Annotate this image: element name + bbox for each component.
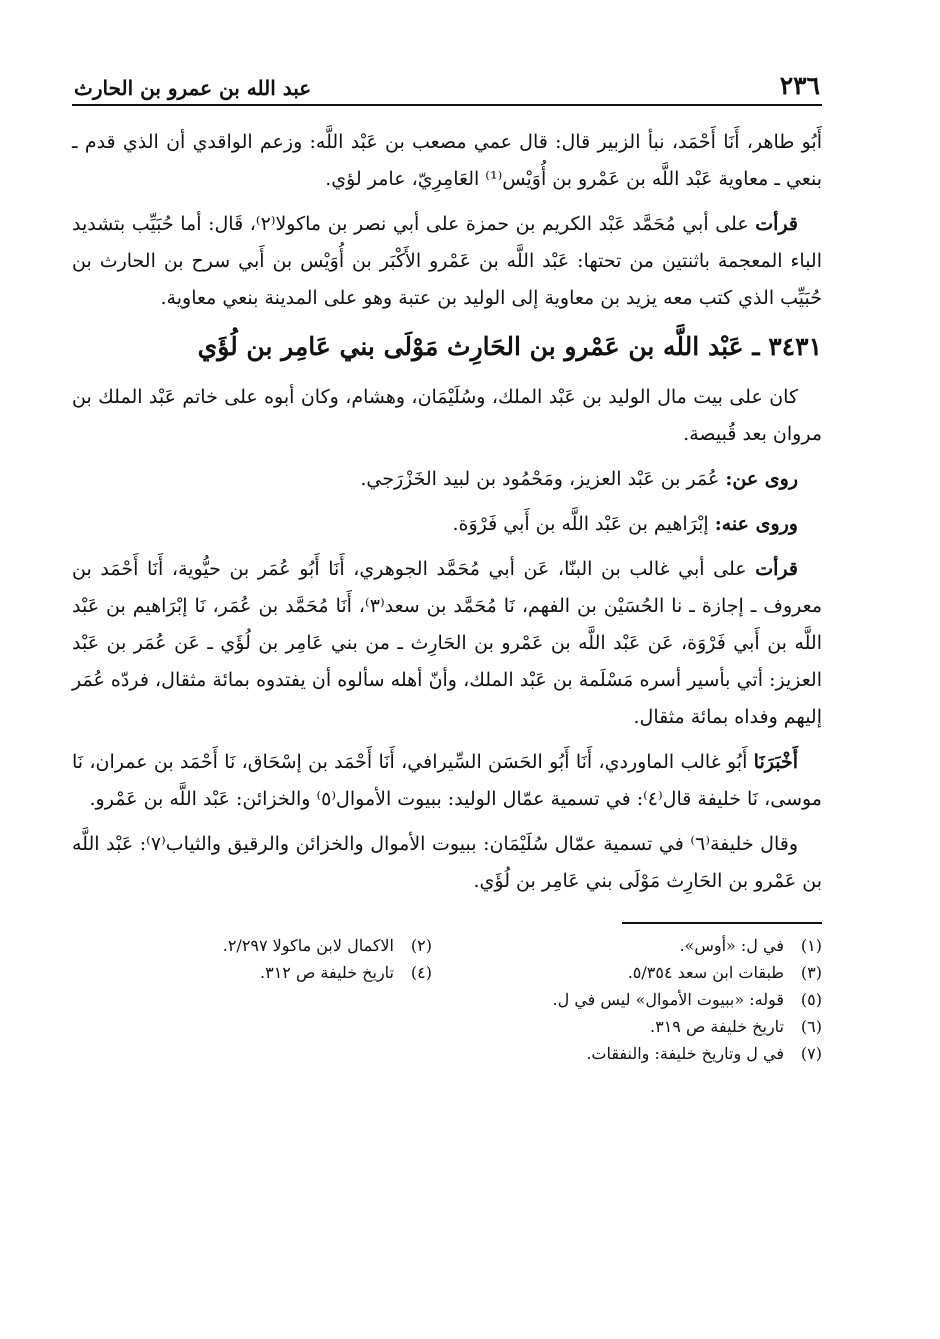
- footnote-number: (٣): [800, 963, 822, 982]
- lead-word: وروى عنه:: [714, 513, 798, 535]
- paragraph-text: على أبي مُحَمَّد عَبْد الكريم بن حمزة على أبي نصر بن ماكولا⁽٢⁾، قَال: أما حُبَيِّب بتشديد الباء المعجمة باثنتين من تحتها: عَبْد اللَّه بن عَمْرو الأَكْبَر بن أُوَيْس بن أَبي سرح بن الحارث بن حُبَيِّب الذي كتب معه يزيد بن معاوية إلى الوليد بن عتبة وهو على المدينة بنعي معاوية.: [72, 213, 822, 309]
- paragraph-text: إبْرَاهيم بن عَبْد اللَّه بن أَبي فَرْوَة.: [452, 513, 715, 535]
- footnote-text: في ل وتاريخ خليفة: والنفقات.: [586, 1044, 784, 1063]
- footnote-4: [72, 959, 432, 986]
- footnote-1: [462, 932, 822, 959]
- entry-intro: كان على بيت مال الوليد بن عَبْد الملك، وسُلَيْمَان، وهشام، وكان أبوه على خاتم عَبْد الملك بن مروان بعد قُبيصة.: [72, 386, 822, 445]
- footnote-text: قوله: «ببيوت الأموال» ليس في ل.: [552, 990, 784, 1009]
- footnote-7: [462, 1040, 822, 1067]
- lead-word: قرأت: [755, 558, 798, 580]
- rawa-anhu: [72, 506, 822, 543]
- footnote-text: تاريخ خليفة ص ٣١٢.: [260, 963, 394, 982]
- paragraph-2: [72, 206, 822, 317]
- footnote-number: (٦): [800, 1017, 822, 1036]
- footnote-number: (١): [800, 936, 822, 955]
- entry-heading: ٣٤٣١ ـ عَبْد اللَّه بن عَمْرو بن الحَارِث مَوْلَى بني عَامِر بن لُؤَي: [197, 332, 822, 361]
- paragraph-text: عُمَر بن عَبْد العزيز، ومَحْمُود بن لبيد الخَزْرَجي.: [360, 468, 726, 490]
- page-header: [72, 60, 822, 106]
- footnote-text: في ل: «أوس».: [679, 936, 784, 955]
- footnotes: [72, 932, 822, 1067]
- paragraph-4: [72, 744, 822, 818]
- footnote-text: تاريخ خليفة ص ٣١٩.: [650, 1017, 784, 1036]
- lead-word: أَخْبَرَنَا: [753, 751, 798, 773]
- footnote-number: (٢): [410, 936, 432, 955]
- paragraph-text: على أبي غالب بن البنّا، عَن أبي مُحَمَّد الجوهري، أَنَا أَبُو عُمَر بن حيُّوية، أَنَا أَحْمَد بن معروف ـ إجازة ـ نا الحُسَيْن بن الفهم، نَا مُحَمَّد بن سعد⁽٣⁾، أَنَا مُحَمَّد بن عُمَر، نَا إبْرَاهيم بن عَبْد اللَّه بن أَبي فَرْوَة، عَن عَبْد اللَّه بن عَمْرو بن الحَارِث ـ من بني عَامِر بن لُؤَي ـ عَن عُمَر بن عَبْد العزيز: أتي بأسير أسره مَسْلَمة بن عَبْد الملك، وأنّ أهله سألوه أن يفتدوه بمائة مثقال، فردّه عُمَر إليهم وفداه بمائة مثقال.: [72, 558, 822, 728]
- paragraph-5: وقال خليفة⁽٦⁾ في تسمية عمّال سُلَيْمَان: ببيوت الأموال والخزائن والرقيق والثياب⁽٧⁾: عَبْد اللَّه بن عَمْرو بن الحَارِث مَوْلَى بني عَامِر بن لُؤَي.: [72, 833, 822, 892]
- rawa-an: [72, 461, 822, 498]
- lead-word: روى عن:: [725, 468, 798, 490]
- footnote-6: [462, 1013, 822, 1040]
- main-text: [72, 124, 822, 900]
- footnote-text: طبقات ابن سعد ٥/٣٥٤.: [627, 963, 784, 982]
- footnote-5: [462, 986, 822, 1013]
- footnote-number: (٧): [800, 1044, 822, 1063]
- footnote-3: [462, 959, 822, 986]
- paragraph-3: [72, 551, 822, 736]
- footnote-2: [72, 932, 432, 959]
- running-title: عبد الله بن عمرو بن الحارث: [74, 76, 312, 100]
- paragraph-1: أَبُو طاهر، أَنَا أَحْمَد، نبأ الزبير قال: قال عمي مصعب بن عَبْد اللَّه: وزعم الواقدي أن الذي قدم ـ بنعي ـ معاوية عَبْد اللَّه بن عَمْرو بن أُوَيْس⁽¹⁾ العَامِرِيّ، عامر لؤي.: [72, 131, 822, 190]
- footnote-number: (٤): [410, 963, 432, 982]
- footnote-number: (٥): [800, 990, 822, 1009]
- page-number: ٢٣٦: [779, 71, 820, 100]
- footnote-divider: [622, 922, 822, 924]
- lead-word: قرأت: [755, 213, 798, 235]
- paragraph-text: أَبُو غالب الماوردي، أَنَا أَبُو الحَسَن السِّيرافي، أَنَا أَحْمَد بن إسْحَاق، نَا أَحْمَد بن عمران، نَا موسى، نَا خليفة قال⁽٤⁾: في تسمية عمّال الوليد: ببيوت الأموال⁽٥⁾ والخزائن: عَبْد اللَّه بن عَمْرو.: [72, 751, 822, 810]
- footnote-text: الاكمال لابن ماكولا ٢/٢٩٧.: [222, 936, 394, 955]
